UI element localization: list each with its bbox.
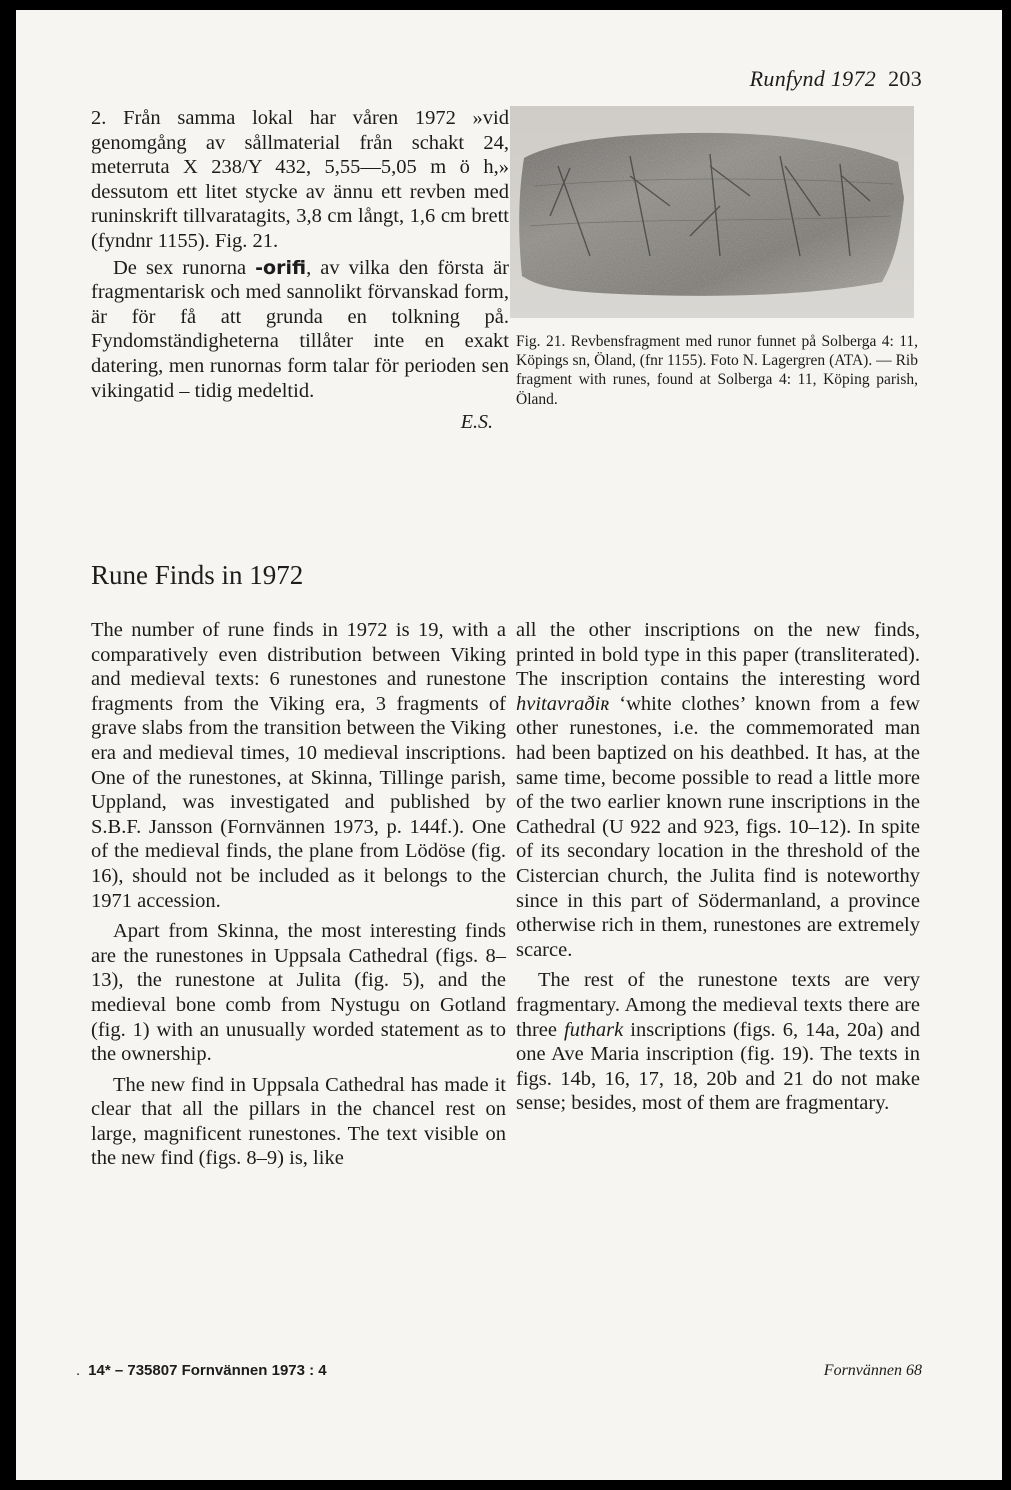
figure-photo-rib-fragment (510, 106, 914, 318)
english-paragraph: The number of rune finds in 1972 is 19, with a comparatively even distribution between Viking and medieval texts: 6 runestones and runestone fragments from the Viking era, 3 fragments of grave slabs from the transition between the Viking era and medieval times, 10 medieval inscriptions. One of the runestones, at Skinna, Tillinge parish, Uppland, was investigated and published by S.B.F. Jansson (Fornvännen 1973, p. 144f.). One of the medieval finds, the plane from Lödöse (fig. 16), should not be included as it belongs to the 1971 accession. (91, 619, 506, 912)
swedish-paragraph-2 (91, 256, 509, 404)
english-paragraph (516, 968, 920, 1116)
english-paragraph (516, 618, 920, 962)
paragraph-text: The rest of the runestone texts are very fragmentary. Among the medieval texts there are three (516, 969, 920, 1041)
footer-imprint-text: 14* – 735807 Fornvännen 1973 : 4 (88, 1362, 327, 1379)
section-heading: Rune Finds in 1972 (91, 560, 304, 590)
paragraph-text: De sex runorna (113, 256, 256, 279)
footer-journal: Fornvännen 68 (823, 1362, 922, 1379)
paragraph-text: all the other inscriptions on the new finds, printed in bold type in this paper (transliterated). The inscription contains the interesting word (516, 619, 920, 691)
italic-term: hvitavraðiʀ (516, 692, 610, 715)
english-left-column (91, 618, 506, 1171)
english-right-column (516, 618, 920, 1116)
swedish-paragraph-1: 2. Från samma lokal har våren 1972 »vid genomgång av sållmaterial från schakt 24, meterruta X 238/Y 432, 5,55—5,05 m ö h,» dessutom ett litet stycke av ännu ett revben med runinskrift tillvaratagits, 3,8 cm långt, 1,6 cm brett (fyndnr 1155). Fig. 21. (91, 107, 509, 252)
swedish-section (91, 106, 509, 434)
english-paragraph: The new find in Uppsala Cathedral has made it clear that all the pillars in the chancel rest on large, magnificent runestones. The text visible on the new find (figs. 8–9) is, like (91, 1073, 506, 1170)
paragraph-text: , av vilka den första är fragmentarisk och med sannolikt förvanskad form, är för få att grunda en tolkning på. Fyndomständigheterna tillåter inte en exakt datering, men runornas form talar för perioden sen vikingatid – tidig medeltid. (91, 256, 509, 402)
running-head-title: Runfynd 1972 (749, 66, 877, 91)
page (16, 10, 1002, 1480)
english-paragraph: Apart from Skinna, the most interesting finds are the runestones in Uppsala Cathedral (figs. 8–13), the runestone at Julita (fig. 5), and the medieval bone comb from Nystugu on Gotland (fig. 1) with an unusually worded statement as to the ownership. (91, 920, 506, 1066)
footer-imprint (76, 1362, 327, 1379)
rib-fragment-image (510, 106, 914, 318)
footer-dot: . (76, 1362, 81, 1379)
running-head (16, 66, 922, 92)
paragraph-text: ‘white clothes’ known from a few other runestones, i.e. the commemorated man had been baptized on his deathbed. It has, at the same time, become possible to read a little more of the two earlier known rune inscriptions in the Cathedral (U 922 and 923, figs. 10–12). In spite of its secondary location in the threshold of the Cistercian church, the Julita find is noteworthy since in this part of Södermanland, a province otherwise rich in them, runestones are extremely scarce. (516, 692, 920, 961)
author-signature: E.S. (460, 411, 493, 434)
figure-caption: Fig. 21. Revbensfragment med runor funnet på Solberga 4: 11, Köpings sn, Öland, (fnr 1155). Foto N. Lagergren (ATA). — Rib fragment with runes, found at Solberga 4: 11, Köping parish, Öland. (516, 333, 918, 408)
italic-term: futhark (564, 1018, 624, 1041)
rune-transliteration: -orifi (255, 256, 307, 279)
paragraph-text: inscriptions (figs. 6, 14a, 20a) and one Ave Maria inscription (fig. 19). The texts in figs. 14b, 16, 17, 18, 20b and 21 do not make sense; besides, most of them are fragmentary. (516, 1018, 920, 1115)
page-number: 203 (888, 66, 922, 91)
